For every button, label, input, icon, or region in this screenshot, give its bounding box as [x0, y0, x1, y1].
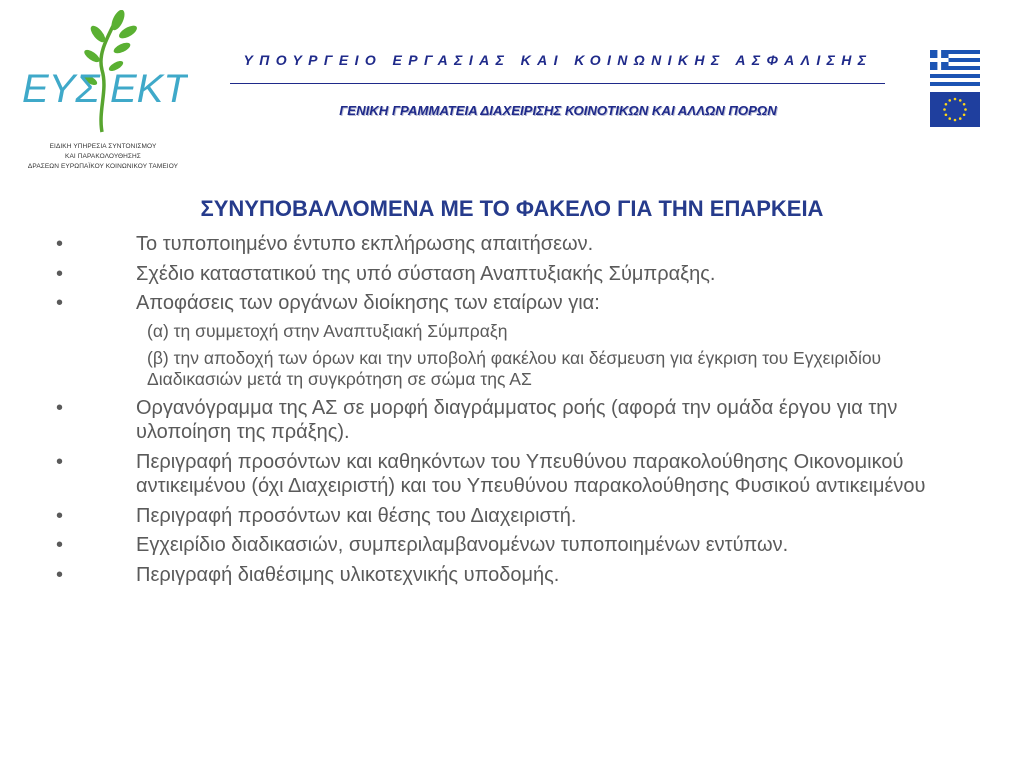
- logo-subtitle-line: ΕΙΔΙΚΗ ΥΠΗΡΕΣΙΑ ΣΥΝΤΟΝΙΣΜΟΥ: [49, 143, 157, 150]
- header-divider: [230, 83, 885, 84]
- list-item-text: Οργανόγραμμα της ΑΣ σε μορφή διαγράμματος ροής (αφορά την ομάδα έργου για την υλοποίηση της πράξης).: [136, 396, 898, 443]
- secretariat-name: ΓΕΝΙΚΗ ΓΡΑΜΜΑΤΕΙΑ ΔΙΑΧΕΙΡΙΣΗΣ ΚΟΙΝΟΤΙΚΩΝ ΚΑΙ ΑΛΛΩΝ ΠΟΡΩΝ: [339, 103, 777, 118]
- bullet: •: [56, 563, 64, 586]
- list-item-text: Περιγραφή διαθέσιμης υλικοτεχνικής υποδομής.: [136, 563, 560, 586]
- list-item-text: Αποφάσεις των οργάνων διοίκησης των εταίρων για:: [136, 292, 600, 314]
- slide-title: ΣΥΝΥΠΟΒΑΛΛΟΜΕΝΑ ΜΕ ΤΟ ΦΑΚΕΛΟ ΓΙΑ ΤΗΝ ΕΠΑΡΚΕΙΑ: [200, 196, 824, 221]
- bullet: •: [56, 233, 64, 255]
- list-item: [56, 450, 976, 499]
- list-item: [56, 232, 976, 257]
- ministry-name: ΥΠΟΥΡΓΕΙΟ ΕΡΓΑΣΙΑΣ ΚΑΙ ΚΟΙΝΩΝΙΚΗΣ ΑΣΦΑΛΙΣΗΣ: [243, 52, 873, 68]
- eu-flag-icon: [930, 92, 980, 127]
- logo-subtitle-line: ΔΡΑΣΕΩΝ ΕΥΡΩΠΑΪΚΟΥ ΚΟΙΝΩΝΙΚΟΥ ΤΑΜΕΙΟΥ: [27, 163, 179, 170]
- requirements-list: [56, 232, 976, 592]
- svg-text:ΕΚΤ: ΕΚΤ: [110, 67, 188, 111]
- bullet: •: [56, 396, 64, 419]
- eysekt-logo: [18, 10, 188, 180]
- list-item: [56, 504, 976, 529]
- list-item-text: Περιγραφή προσόντων και θέσης του Διαχειριστή.: [136, 504, 577, 527]
- sub-item: (α) τη συμμετοχή στην Αναπτυξιακή Σύμπραξη: [147, 320, 508, 341]
- logo-subtitle-line: ΚΑΙ ΠΑΡΑΚΟΛΟΥΘΗΣΗΣ: [65, 153, 141, 160]
- greece-flag-icon: [930, 50, 980, 86]
- list-item: [56, 291, 976, 316]
- list-item: [56, 563, 976, 588]
- list-item-text: Σχέδιο καταστατικού της υπό σύσταση Αναπτυξιακής Σύμπραξης.: [136, 262, 716, 285]
- list-item-text: Εγχειρίδιο διαδικασιών, συμπεριλαμβανομένων τυποποιημένων εντύπων.: [136, 534, 789, 556]
- list-item: [56, 396, 976, 445]
- sub-item: (β) την αποδοχή των όρων και την υποβολή φακέλου και δέσμευση για έγκριση του Εγχειριδίου Διαδικασιών μετά τη συγκρότηση σε σώμα της ΑΣ: [147, 347, 882, 389]
- eysekt-logo-graphic: [18, 10, 188, 140]
- list-item: [56, 533, 976, 558]
- bullet: •: [56, 262, 64, 285]
- logo-text: ΕΥΣ: [22, 67, 100, 111]
- bullet: •: [56, 504, 64, 527]
- list-item: [56, 262, 976, 287]
- bullet: •: [56, 534, 64, 556]
- logo-subtitle: [18, 142, 188, 172]
- bullet: •: [56, 450, 64, 473]
- list-item-text: Περιγραφή προσόντων και καθηκόντων του Υπευθύνου παρακολούθησης Οικονομικού αντικειμένου (όχι Διαχειριστή) και του Υπευθύνου παρακολούθησης Φυσικού αντικειμένου: [136, 450, 926, 497]
- list-item-text: Το τυποποιημένο έντυπο εκπλήρωσης απαιτήσεων.: [136, 233, 594, 255]
- bullet: •: [56, 292, 64, 314]
